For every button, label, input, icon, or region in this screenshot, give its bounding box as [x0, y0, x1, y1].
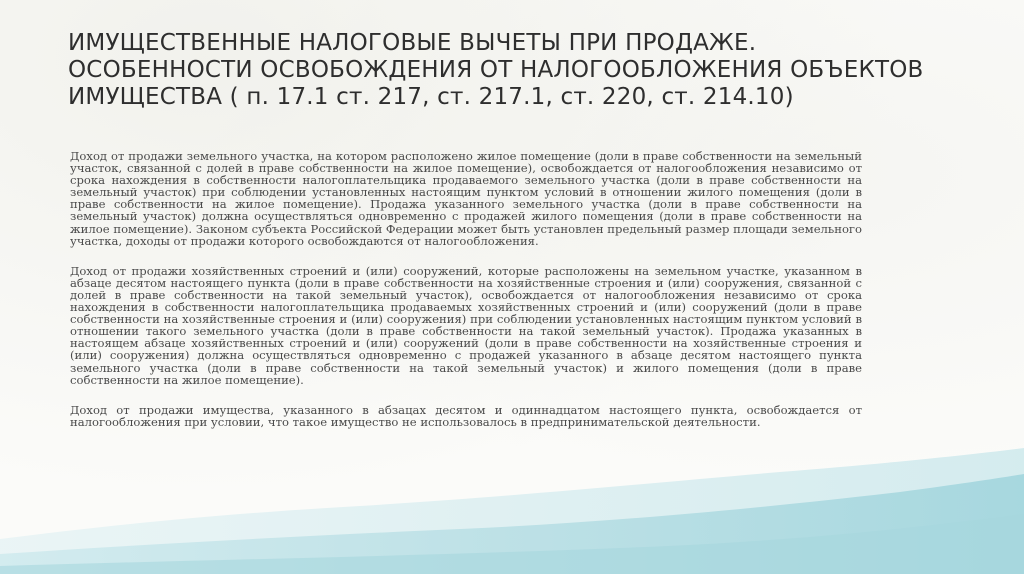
watercolor-wave-decoration	[0, 444, 1024, 574]
slide-title: ИМУЩЕСТВЕННЫЕ НАЛОГОВЫЕ ВЫЧЕТЫ ПРИ ПРОДАЖЕ. ОСОБЕННОСТИ ОСВОБОЖДЕНИЯ ОТ НАЛОГООБЛОЖЕНИЯ ОБЪЕКТОВ ИМУЩЕСТВА ( п. 17.1 ст. 217, ст. 217.1, ст. 220, ст. 214.10)	[68, 30, 924, 110]
paragraph-land-plot: Доход от продажи земельного участка, на котором расположено жилое помещение (доли в праве собственности на земельный участок, связанной с долей в праве собственности на жилое помещение), освобождается от налогообложения независимо от срока нахождения в собственности налогоплательщика продаваемого земельного участка (доли в праве собственности на земельный участок) при соблюдении установленных настоящим пунктом условий в отношении жилого помещения (доли в праве собственности на жилое помещение). Продажа указанного земельного участка (доли в праве собственности на земельный участок) должна осуществляться одновременно с продажей жилого помещения (доли в праве собственности на жилое помещение). Законом субъекта Российской Федерации может быть установлен предельный размер площади земельного участка, доходы от продажи которого освобождаются от налогообложения.	[70, 149, 862, 248]
paragraph-business-use-condition: Доход от продажи имущества, указанного в абзацах десятом и одиннадцатом настоящего пункта, освобождается от налогообложения при условии, что такое имущество не использовалось в предпринимательской деятельности.	[70, 402, 862, 429]
paragraph-outbuildings: Доход от продажи хозяйственных строений и (или) сооружений, которые расположены на земельном участке, указанном в абзаце десятом настоящего пункта (доли в праве собственности на хозяйственные строения и (или) сооружения, связанной с долей в праве собственности на такой земельный участок), освобождается от налогообложения независимо от срока нахождения в собственности налогоплательщика продаваемых хозяйственных строений и (или) сооружений (доли в праве собственности на хозяйственные строения и (или) сооружения) при соблюдении установленных настоящим пунктом условий в отношении такого земельного участка (доли в праве собственности на такой земельный участок). Продажа указанных в настоящем абзаце хозяйственных строений и (или) сооружений (доли в праве собственности на хозяйственные строения и (или) сооружения) должна осуществляться одновременно с продажей указанного в абзаце десятом настоящего пункта земельного участка (доли в праве собственности на такой земельный участок) и жилого помещения (доли в праве собственности на жилое помещение).	[70, 263, 862, 387]
slide-body-text	[70, 150, 862, 446]
